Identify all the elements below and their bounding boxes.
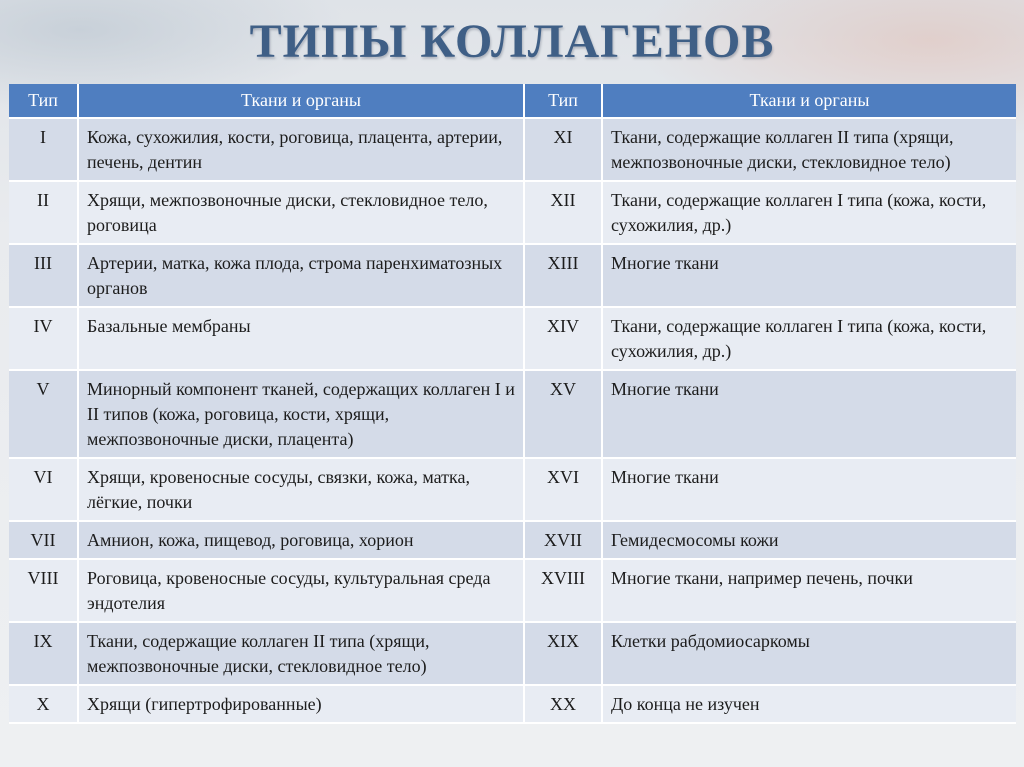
header-tissues-right: Ткани и органы — [602, 84, 1016, 118]
tissues-cell-left: Роговица, кровеносные сосуды, культуральная среда эндотелия — [78, 559, 524, 622]
tissues-cell-left: Хрящи (гипертрофированные) — [78, 685, 524, 723]
table-row — [9, 559, 1016, 622]
type-cell-left: IX — [9, 622, 78, 685]
type-cell-right: XIX — [524, 622, 602, 685]
header-tissues-left: Ткани и органы — [78, 84, 524, 118]
tissues-cell-left: Амнион, кожа, пищевод, роговица, хорион — [78, 521, 524, 559]
tissues-cell-right: До конца не изучен — [602, 685, 1016, 723]
table-row — [9, 244, 1016, 307]
tissues-cell-right: Многие ткани — [602, 370, 1016, 458]
table-row — [9, 685, 1016, 723]
type-cell-left: X — [9, 685, 78, 723]
table-row — [9, 118, 1016, 181]
type-cell-right: XVIII — [524, 559, 602, 622]
table-row — [9, 370, 1016, 458]
header-type-right: Тип — [524, 84, 602, 118]
type-cell-right: XII — [524, 181, 602, 244]
tissues-cell-left: Ткани, содержащие коллаген II типа (хрящи, межпозвоночные диски, стекловидное тело) — [78, 622, 524, 685]
table-body — [9, 118, 1016, 723]
type-cell-left: IV — [9, 307, 78, 370]
tissues-cell-right: Ткани, содержащие коллаген II типа (хрящи, межпозвоночные диски, стекловидное тело) — [602, 118, 1016, 181]
tissues-cell-right: Многие ткани — [602, 458, 1016, 521]
table-row — [9, 521, 1016, 559]
tissues-cell-right: Ткани, содержащие коллаген I типа (кожа, кости, сухожилия, др.) — [602, 307, 1016, 370]
tissues-cell-right: Клетки рабдомиосаркомы — [602, 622, 1016, 685]
type-cell-right: XIII — [524, 244, 602, 307]
type-cell-right: XIV — [524, 307, 602, 370]
table-row — [9, 307, 1016, 370]
type-cell-left: III — [9, 244, 78, 307]
type-cell-right: XVII — [524, 521, 602, 559]
type-cell-right: XI — [524, 118, 602, 181]
type-cell-left: VI — [9, 458, 78, 521]
type-cell-right: XV — [524, 370, 602, 458]
type-cell-right: XVI — [524, 458, 602, 521]
type-cell-left: VII — [9, 521, 78, 559]
tissues-cell-left: Минорный компонент тканей, содержащих коллаген I и II типов (кожа, роговица, кости, хрящи, межпозвоночные диски, плацента) — [78, 370, 524, 458]
type-cell-left: VIII — [9, 559, 78, 622]
tissues-cell-right: Многие ткани — [602, 244, 1016, 307]
tissues-cell-left: Базальные мембраны — [78, 307, 524, 370]
collagen-types-table — [9, 84, 1016, 724]
tissues-cell-left: Хрящи, межпозвоночные диски, стекловидное тело, роговица — [78, 181, 524, 244]
tissues-cell-right: Гемидесмосомы кожи — [602, 521, 1016, 559]
header-type-left: Тип — [9, 84, 78, 118]
table-header-row — [9, 84, 1016, 118]
slide-title: ТИПЫ КОЛЛАГЕНОВ — [249, 15, 775, 68]
type-cell-left: II — [9, 181, 78, 244]
type-cell-left: I — [9, 118, 78, 181]
tissues-cell-left: Кожа, сухожилия, кости, роговица, плацента, артерии, печень, дентин — [78, 118, 524, 181]
tissues-cell-left: Хрящи, кровеносные сосуды, связки, кожа, матка, лёгкие, почки — [78, 458, 524, 521]
tissues-cell-left: Артерии, матка, кожа плода, строма паренхиматозных органов — [78, 244, 524, 307]
collagen-types-table-container — [9, 84, 1016, 724]
type-cell-left: V — [9, 370, 78, 458]
table-row — [9, 458, 1016, 521]
tissues-cell-right: Многие ткани, например печень, почки — [602, 559, 1016, 622]
type-cell-right: XX — [524, 685, 602, 723]
tissues-cell-right: Ткани, содержащие коллаген I типа (кожа, кости, сухожилия, др.) — [602, 181, 1016, 244]
table-row — [9, 181, 1016, 244]
table-row — [9, 622, 1016, 685]
